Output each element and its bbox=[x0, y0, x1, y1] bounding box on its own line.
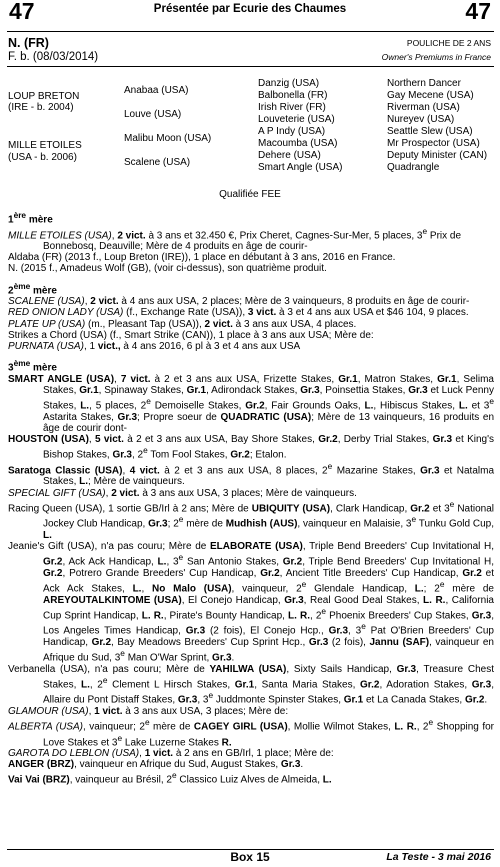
sire-name: LOUP BRETON bbox=[8, 91, 80, 102]
family-paragraph: Strikes a Chord (USA) (f., Smart Strike (CAN)), 1 place à 3 ans aux USA; Mère de: bbox=[8, 329, 374, 341]
family-paragraph: Vai Vai (BRZ), vainqueur au Brésil, 2e Classico Luiz Alves de Almeida, L. bbox=[8, 770, 332, 786]
family-paragraph: MILLE ETOILES (USA), 2 vict. à 3 ans et 32.450 €, Prix Cheret, Cagnes-Sur-Mer, 5 places, 3e Prix de Bonnebosq, Deauville; Mère de 4 produits en âge de courir- bbox=[8, 225, 462, 253]
horse-name: N. (FR) bbox=[8, 36, 49, 50]
sire-sire: Anabaa (USA) bbox=[124, 85, 189, 96]
pedigree-g3: Smart Angle (USA) bbox=[258, 162, 343, 173]
dam-name: MILLE ETOILES bbox=[8, 140, 82, 151]
family-paragraph: ALBERTA (USA), vainqueur; 2e mère de CAGEY GIRL (USA), Mollie Wilmot Stakes, L. R., 2e Shopping for Love Stakes et 3e Lake Luzerne Stakes R. bbox=[8, 716, 494, 748]
pedigree-g3: Macoumba (USA) bbox=[258, 138, 338, 149]
family-paragraph: GAROTA DO LEBLON (USA), 1 vict. à 2 ans en GB/Irl, 1 place; Mère de: bbox=[8, 748, 334, 760]
pedigree-top-rule bbox=[7, 66, 494, 67]
family-paragraph: Verbanella (USA), n'a pas couru; Mère de YAHILWA (USA), Sixty Sails Handicap, Gr.3, Treasure Chest Stakes, L., 2e Clement L Hirsch Stakes, Gr.1, Santa Maria Stakes, Gr.2, Adoration Stakes, Gr.3, Allaire du Pont Distaff Stakes, Gr.3, 3e Juddmonte Spinster Stakes, Gr.1 et La Canada Stakes, Gr.2. bbox=[8, 663, 495, 706]
dam-heading: 1ère mère bbox=[8, 210, 53, 226]
sire-dam: Louve (USA) bbox=[124, 109, 182, 120]
dam-dam: Scalene (USA) bbox=[124, 157, 191, 168]
pedigree-g3: Danzig (USA) bbox=[258, 78, 320, 89]
horse-birth: F. b. (08/03/2014) bbox=[8, 51, 99, 63]
box-number: Box 15 bbox=[230, 850, 270, 864]
dam-info: (USA - b. 2006) bbox=[8, 152, 77, 163]
family-paragraph: RED ONION LADY (USA) (f., Exchange Rate (USA)), 3 vict. à 3 et 4 ans aux USA et $46 104, 9 places. bbox=[8, 307, 469, 319]
pedigree-g4: Seattle Slew (USA) bbox=[387, 126, 473, 137]
pedigree-g3: A P Indy (USA) bbox=[258, 126, 326, 137]
vendor-line: Présentée par Ecurie des Chaumes bbox=[153, 3, 347, 15]
pedigree-g4: Nureyev (USA) bbox=[387, 114, 455, 125]
pedigree-g3: Louveterie (USA) bbox=[258, 114, 335, 125]
family-paragraph: GLAMOUR (USA), 1 vict. à 3 ans aux USA, 3 places; Mère de: bbox=[8, 705, 289, 717]
family-paragraph: Saratoga Classic (USA), 4 vict. à 2 et 3 ans aux USA, 8 places, 2e Mazarine Stakes, Gr.3 et Natalma Stakes, L.; Mère de vainqueurs. bbox=[8, 460, 495, 488]
family-paragraph: Racing Queen (USA), 1 sortie GB/Irl à 2 ans; Mère de UBIQUITY (USA), Clark Handicap, Gr.2 et 3e National Jockey Club Handicap, Gr.3; 2e mère de Mudhish (AUS), vainqueur en Malaisie, 3e Tunku Gold Cup, L. bbox=[8, 498, 495, 541]
dam-heading: 3ème mère bbox=[8, 358, 57, 374]
sex-age: POULICHE DE 2 ANS bbox=[406, 38, 491, 48]
family-paragraph: PLATE UP (USA) (m., Pleasant Tap (USA)), 2 vict. à 3 ans aux USA, 4 places. bbox=[8, 318, 357, 330]
family-paragraph: Jeanie's Gift (USA), n'a pas couru; Mère de ELABORATE (USA), Triple Bend Breeders' Cup Invitational H, Gr.2, Ack Ack Handicap, L., 3e San Antonio Stakes, Gr.2, Triple Bend Breeders' Cup Invitational H, Gr.2, Potrero Grande Breeders' Cup Handicap, Gr.2, Ancient Title Breeders' Cup Handicap, Gr.2 et Ack Ack Stakes, L., No Malo (USA), vainqueur, 2e Glendale Handicap, L.; 2e mère de AREYOUTALKINTOME (USA), El Conejo Handicap, Gr.3, Real Good Deal Stakes, L. R., California Cup Sprint Handicap, L. R., Pirate's Bounty Handicap, L. R., 2e Phoenix Breeders' Cup Stakes, Gr.3, Los Angeles Times Handicap, Gr.3 (2 fois), El Conejo Hcp., Gr.3, 3e Pat O'Brien Breeders' Cup Handicap, Gr.2, Bay Meadows Breeders' Cup Sprint Hcp., Gr.3 (2 fois), Jannu (SAF), vainqueur en Afrique du Sud, 3e Man O'War Sprint, Gr.3. bbox=[8, 541, 495, 664]
family-notes bbox=[8, 210, 494, 786]
family-paragraph: ANGER (BRZ), vainqueur en Afrique du Sud, August Stakes, Gr.3. bbox=[8, 759, 304, 771]
family-paragraph: SPECIAL GIFT (USA), 2 vict. à 3 ans aux USA, 3 places; Mère de vainqueurs. bbox=[8, 487, 357, 499]
family-paragraph: PURNATA (USA), 1 vict., à 4 ans 2016, 6 pl à 3 et 4 ans aux USA bbox=[8, 341, 301, 353]
pedigree-g4: Mr Prospector (USA) bbox=[387, 138, 480, 149]
catalogue-header bbox=[0, 0, 500, 26]
pedigree-g3: Balbonella (FR) bbox=[258, 90, 328, 101]
family-paragraph: SMART ANGLE (USA), 7 vict. à 2 et 3 ans aux USA, Frizette Stakes, Gr.1, Matron Stakes, Gr.1, Selima Stakes, Gr.1, Spinaway Stakes, Gr.1, Adirondack Stakes, Gr.3, Poinsettia Stakes, Gr.3 et Luck Penny Stakes, L., 5 places, 2e Demoiselle Stakes, Gr.2, Fair Grounds Oaks, L., Hibiscus Stakes, L. et 3e Astarita Stakes, Gr.3; Propre soeur de QUADRATIC (USA); Mère de 13 vainqueurs, 16 produits en âge de courir dont- bbox=[8, 373, 495, 434]
family-paragraph: HOUSTON (USA), 5 vict. à 2 et 3 ans aux USA, Bay Shore Stakes, Gr.2, Derby Trial Stakes, Gr.3 et King's Bishop Stakes, Gr.3, 2e Tom Fool Stakes, Gr.2; Etalon. bbox=[8, 434, 494, 461]
lot-number-left: 47 bbox=[9, 0, 35, 24]
pedigree-g3: Dehere (USA) bbox=[258, 150, 321, 161]
catalogue-footer bbox=[0, 849, 500, 867]
pedigree-g4: Deputy Minister (CAN) bbox=[387, 150, 488, 161]
header-rule bbox=[7, 31, 494, 32]
dam-sire: Malibu Moon (USA) bbox=[124, 133, 212, 144]
pedigree-g3: Irish River (FR) bbox=[258, 102, 326, 113]
qualification: Qualifiée FEE bbox=[219, 189, 281, 200]
sire-info: (IRE - b. 2004) bbox=[8, 102, 74, 113]
pedigree-g4: Northern Dancer bbox=[387, 78, 461, 89]
family-paragraph: N. (2015 f., Amadeus Wolf (GB), (voir ci-dessus), son quatrième produit. bbox=[8, 263, 327, 275]
pedigree-g4: Riverman (USA) bbox=[387, 102, 460, 113]
lot-number-right: 47 bbox=[465, 0, 491, 24]
owner-premium: Owner's Premiums in France bbox=[381, 52, 491, 62]
family-paragraph: Aldaba (FR) (2013 f., Loup Breton (IRE)), 1 place en débutant à 3 ans, 2016 en France. bbox=[8, 252, 396, 264]
dam-heading: 2ème mère bbox=[8, 280, 57, 296]
sale-place-date: La Teste - 3 mai 2016 bbox=[386, 851, 491, 863]
pedigree-g4: Quadrangle bbox=[387, 162, 440, 173]
pedigree-g4: Gay Mecene (USA) bbox=[387, 90, 474, 101]
family-paragraph: SCALENE (USA), 2 vict. à 4 ans aux USA, 2 places; Mère de 3 vainqueurs, 8 produits en âge de courir- bbox=[8, 296, 470, 308]
